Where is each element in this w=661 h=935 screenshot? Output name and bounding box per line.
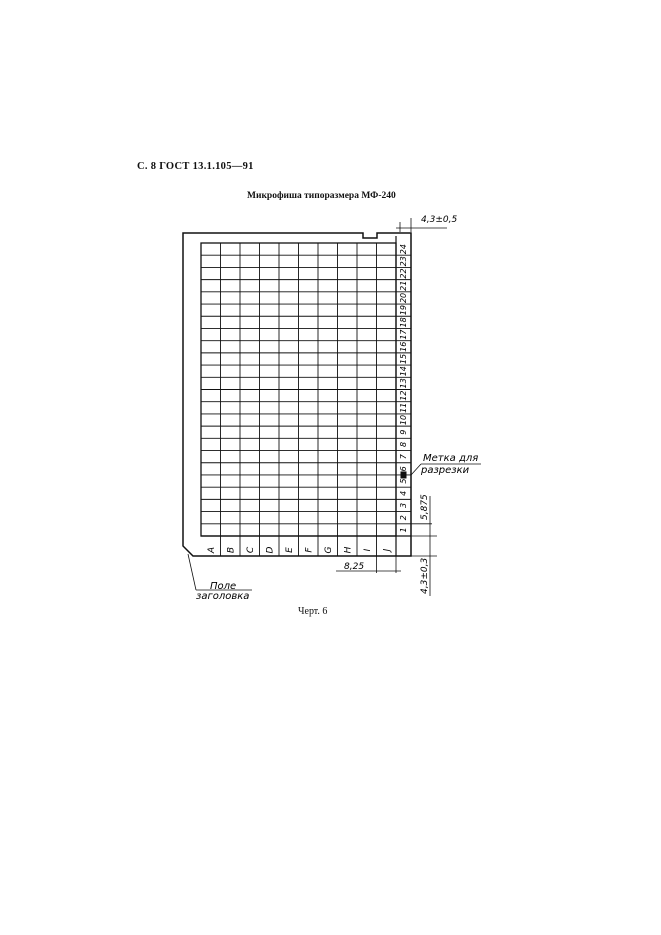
dim-col-pitch-label: 8,25 <box>344 562 365 572</box>
cut-mark <box>401 472 406 478</box>
row-label: 23 <box>399 256 408 267</box>
row-label: 10 <box>399 414 408 426</box>
row-label: 19 <box>399 305 408 316</box>
page-header: С. 8 ГОСТ 13.1.105—91 <box>137 161 254 172</box>
column-label: E <box>284 547 295 553</box>
row-label: 9 <box>399 429 408 435</box>
column-label: D <box>265 546 276 554</box>
row-label: 2 <box>399 515 408 521</box>
cut-mark-leader <box>411 464 421 475</box>
column-label: J <box>382 548 393 552</box>
row-label: 20 <box>399 292 408 304</box>
header-field-label-line1: Поле <box>210 581 237 592</box>
header-field-label-line2: заголовка <box>196 591 250 602</box>
row-label: 15 <box>399 353 408 365</box>
column-label: I <box>362 548 373 552</box>
dim-bottom-label: 4,3±0,3 <box>420 557 430 594</box>
row-label: 13 <box>399 378 408 389</box>
row-label: 4 <box>399 490 408 496</box>
column-label: A <box>206 546 217 554</box>
row-label: 18 <box>399 317 408 328</box>
row-label: 12 <box>399 390 408 401</box>
cut-mark-label-line2: разрезки <box>421 465 470 476</box>
row-label: 16 <box>399 341 408 352</box>
column-label: G <box>323 546 334 554</box>
row-label: 8 <box>399 441 408 447</box>
dimension-lines <box>188 218 481 596</box>
cut-mark-label-line1: Метка для <box>423 453 479 464</box>
row-label: 7 <box>399 454 408 460</box>
figure-caption: Черт. 6 <box>298 606 328 617</box>
row-label: 22 <box>399 268 408 279</box>
row-label: 11 <box>399 402 408 413</box>
row-label: 21 <box>399 280 408 291</box>
dim-top-label: 4,3±0,5 <box>421 215 458 225</box>
column-labels <box>207 546 393 554</box>
row-label: 17 <box>399 329 408 340</box>
column-label: F <box>304 547 315 553</box>
figure-title: Микрофиша типоразмера МФ-240 <box>247 191 396 201</box>
microfiche-grid <box>183 233 411 556</box>
row-labels <box>399 244 408 532</box>
row-label: 14 <box>399 366 408 377</box>
row-label: 6 <box>399 466 408 472</box>
column-label: C <box>245 546 256 554</box>
column-label: B <box>226 546 237 554</box>
dim-row-pitch-label: 5,875 <box>420 494 430 520</box>
row-label: 1 <box>399 527 408 533</box>
header-field-leader <box>188 554 196 590</box>
column-label: H <box>343 546 354 554</box>
row-label: 24 <box>399 244 408 255</box>
row-label: 3 <box>399 502 408 509</box>
row-label: 5 <box>399 478 408 484</box>
